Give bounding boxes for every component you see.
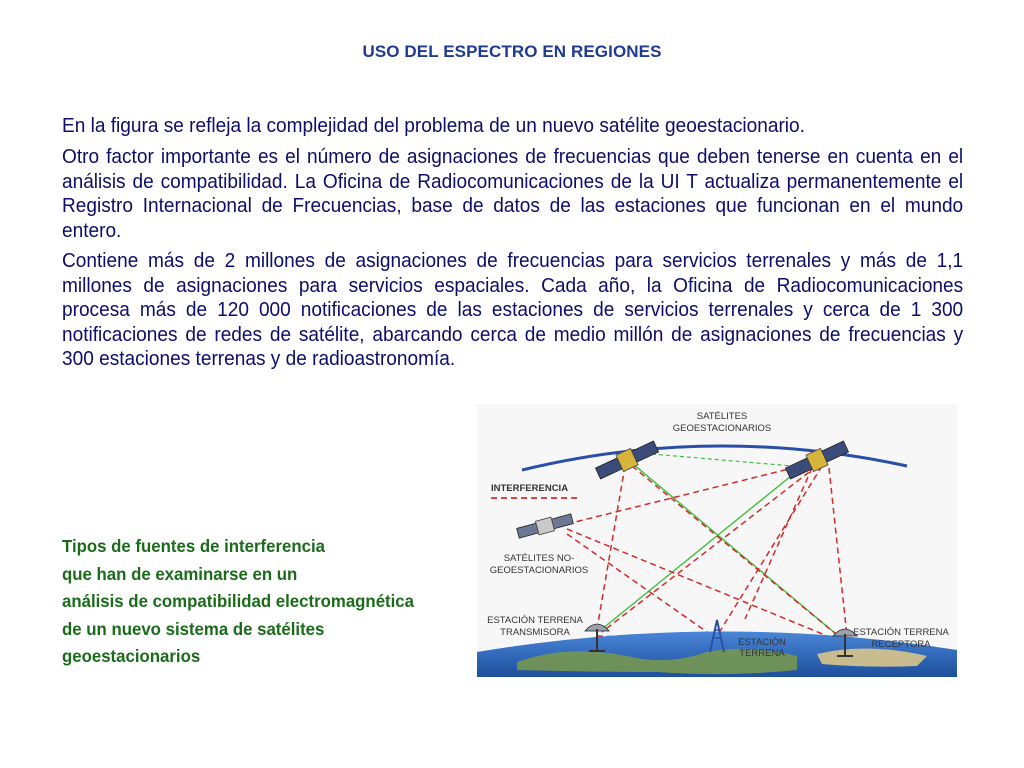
diagram-svg — [477, 404, 957, 677]
legend-label: INTERFERENCIA — [491, 483, 569, 494]
tx-station-label-line2: TRANSMISORA — [500, 627, 570, 638]
caption-line: que han de examinarse en un — [62, 563, 298, 584]
geo-sats-label-line2: GEOESTACIONARIOS — [672, 423, 772, 434]
caption-line: geoestacionarios — [62, 646, 201, 666]
paragraph-intro: En la figura se refleja la complejidad del problema de un nuevo satélite geoestacionario. — [62, 114, 805, 137]
nongeo-label-line2: GEOESTACIONARIOS — [489, 565, 589, 576]
rx-station-label-line2: RECEPTORA — [871, 639, 931, 650]
caption-line: análisis de compatibilidad electromagnética — [62, 591, 414, 611]
center-station-label-line1: ESTACIÓN — [738, 637, 786, 648]
center-station-label-line2: TERRENA — [739, 648, 785, 659]
figure-caption — [62, 533, 462, 671]
caption-line: de un nuevo sistema de satélites — [62, 618, 325, 639]
nongeo-label-line1: SATÉLITES NO- — [503, 553, 575, 564]
geo-sats-label-line1: SATÉLITES — [696, 411, 748, 422]
paragraph-statistics: Contiene más de 2 millones de asignaciones de frecuencias para servicios terrenales y más de 1,1 millones de asignaciones para servicios espaciales. Cada año, la Oficina de Radiocomunicaciones procesa más de 120 000 notificaciones de las estaciones de servicios terrenales y cerca de 1 300 notificaciones de redes de satélite, abarcando cerca de medio millón de asignaciones de frecuencias y 300 estaciones terrenas y de radioastronomía. — [62, 249, 964, 370]
slide-title: USO DEL ESPECTRO EN REGIONES — [362, 42, 662, 61]
interference-diagram — [477, 404, 957, 677]
tx-station-label-line1: ESTACIÓN TERRENA — [487, 615, 583, 626]
paragraph-frequency-register: Otro factor importante es el número de asignaciones de frecuencias que deben tenerse en cuenta en el análisis de compatibilidad. La Oficina de Radiocomunicaciones de la UI T actualiza permanentemente el Registro Internacional de Frecuencias, base de datos de las estaciones que funcionan en el mundo entero. — [62, 145, 964, 242]
rx-station-label-line1: ESTACIÓN TERRENA — [853, 627, 949, 638]
caption-line: Tipos de fuentes de interferencia — [62, 536, 325, 556]
